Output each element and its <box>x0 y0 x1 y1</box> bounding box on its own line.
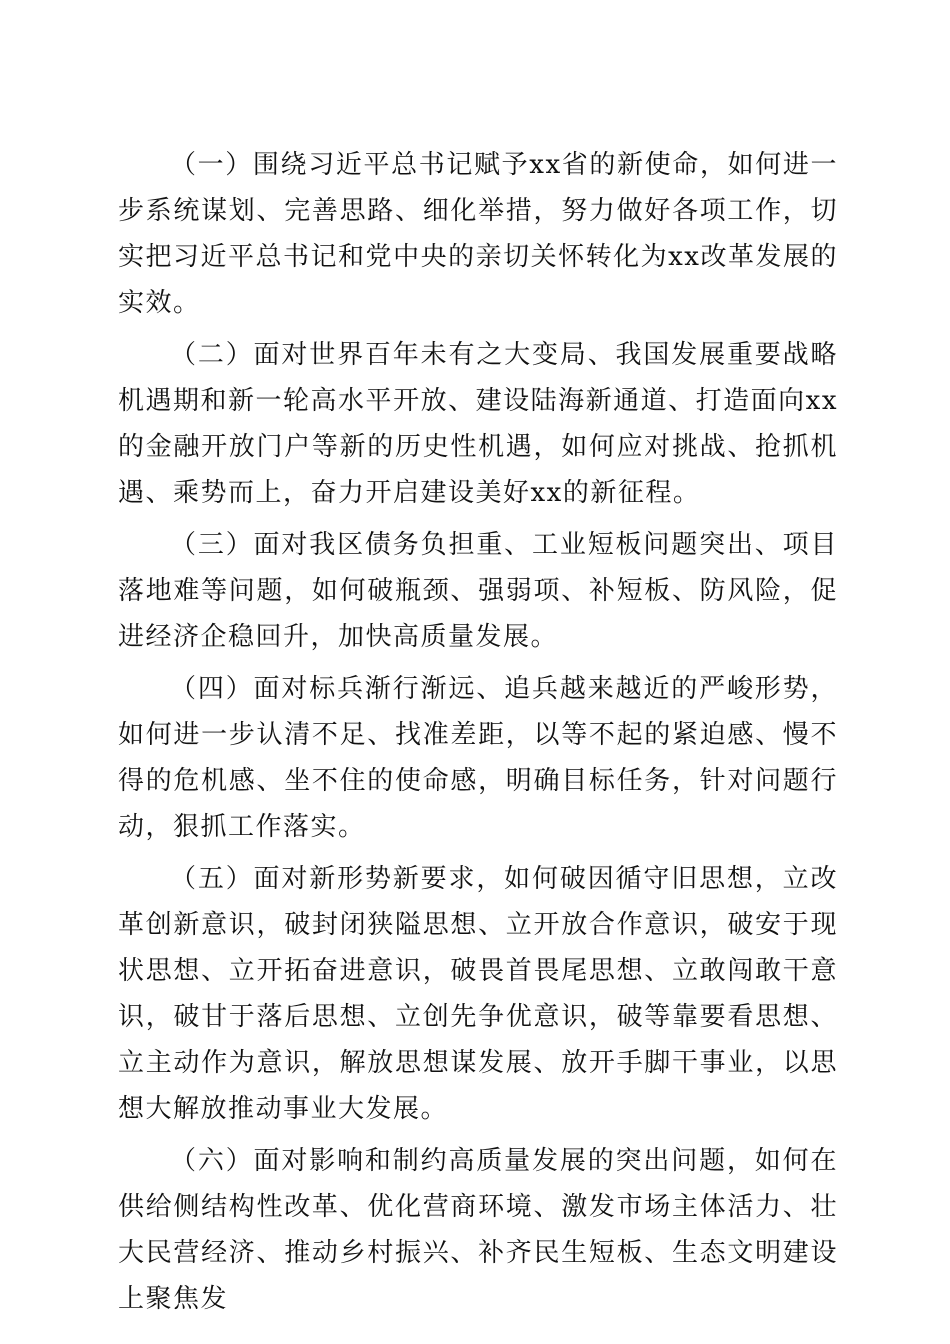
paragraph-4: （四）面对标兵渐行渐远、追兵越来越近的严峻形势，如何进一步认清不足、找准差距，以等不起的紧迫感、慢不得的危机感、坐不住的使命感，明确目标任务，针对问题行动，狠抓工作落实。 <box>118 674 838 842</box>
document-body <box>118 142 838 1328</box>
paragraph-3: （三）面对我区债务负担重、工业短板问题突出、项目落地难等问题，如何破瓶颈、强弱项、补短板、防风险，促进经济企稳回升，加快高质量发展。 <box>118 530 838 652</box>
paragraph-6: （六）面对影响和制约高质量发展的突出问题，如何在供给侧结构性改革、优化营商环境、激发市场主体活力、壮大民营经济、推动乡村振兴、补齐民生短板、生态文明建设上聚焦发 <box>118 1146 838 1314</box>
paragraph-1: （一）围绕习近平总书记赋予xx省的新使命，如何进一步系统谋划、完善思路、细化举措，努力做好各项工作，切实把习近平总书记和党中央的亲切关怀转化为xx改革发展的实效。 <box>118 150 838 318</box>
paragraph-5: （五）面对新形势新要求，如何破因循守旧思想，立改革创新意识，破封闭狭隘思想、立开放合作意识，破安于现状思想、立开拓奋进意识，破畏首畏尾思想、立敢闯敢干意识，破甘于落后思想、立创先争优意识，破等靠要看思想、立主动作为意识，解放思想谋发展、放开手脚干事业，以思想大解放推动事业大发展。 <box>118 864 838 1124</box>
paragraph-2: （二）面对世界百年未有之大变局、我国发展重要战略机遇期和新一轮高水平开放、建设陆海新通道、打造面向xx的金融开放门户等新的历史性机遇，如何应对挑战、抢抓机遇、乘势而上，奋力开启建设美好xx的新征程。 <box>118 340 838 508</box>
